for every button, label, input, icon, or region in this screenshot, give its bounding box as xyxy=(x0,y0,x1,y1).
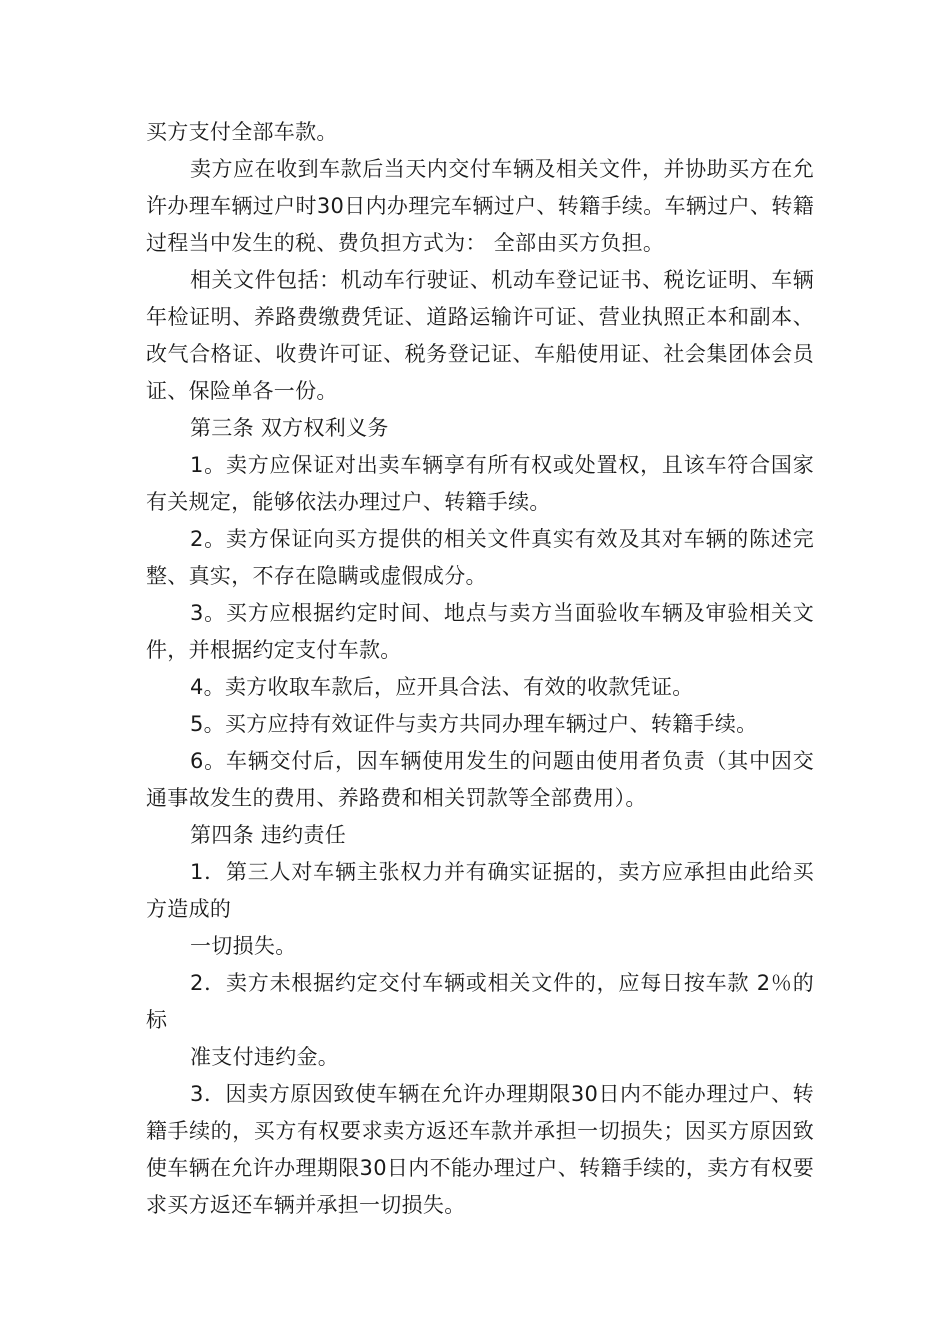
clause-4-1-continued: 一切损失。 xyxy=(190,934,297,958)
clause-3-6: 6。车辆交付后，因车辆使用发生的问题由使用者负责（其中因交通事故发生的费用、养路费和相关罚款等全部费用）。 xyxy=(146,749,814,810)
clause-3-1: 1。卖方应保证对出卖车辆享有所有权或处置权，且该车符合国家有关规定，能够依法办理过户、转籍手续。 xyxy=(146,453,814,514)
clause-3-2: 2。卖方保证向买方提供的相关文件真实有效及其对车辆的陈述完整、真实，不存在隐瞒或虚假成分。 xyxy=(146,527,814,588)
clause-4-1: 1．第三人对车辆主张权力并有确实证据的，卖方应承担由此给买方造成的 xyxy=(146,860,814,921)
paragraph-delivery-terms: 卖方应在收到车款后当天内交付车辆及相关文件，并协助买方在允许办理车辆过户时30日内办理完车辆过户、转籍手续。车辆过户、转籍过程当中发生的税、费负担方式为： 全部由买方负担。 xyxy=(146,157,814,255)
section-heading-article-4: 第四条 违约责任 xyxy=(190,823,347,847)
section-heading-article-3: 第三条 双方权利义务 xyxy=(190,416,389,440)
clause-4-2-continued: 准支付违约金。 xyxy=(190,1045,340,1069)
clause-3-5: 5。买方应持有效证件与卖方共同办理车辆过户、转籍手续。 xyxy=(190,712,758,736)
paragraph-related-documents: 相关文件包括：机动车行驶证、机动车登记证书、税讫证明、车辆年检证明、养路费缴费凭证、道路运输许可证、营业执照正本和副本、改气合格证、收费许可证、税务登记证、车船使用证、社会集团体会员证、保险单各一份。 xyxy=(146,268,814,403)
contract-body xyxy=(146,114,814,1224)
clause-3-3: 3。买方应根据约定时间、地点与卖方当面验收车辆及审验相关文件，并根据约定支付车款。 xyxy=(146,601,814,662)
clause-4-2: 2．卖方未根据约定交付车辆或相关文件的，应每日按车款 2％的标 xyxy=(146,971,814,1032)
clause-4-3: 3．因卖方原因致使车辆在允许办理期限30日内不能办理过户、转籍手续的，买方有权要求卖方返还车款并承担一切损失；因买方原因致使车辆在允许办理期限30日内不能办理过户、转籍手续的，卖方有权要求买方返还车辆并承担一切损失。 xyxy=(146,1082,814,1217)
paragraph-payment-end: 买方支付全部车款。 xyxy=(146,120,338,144)
clause-3-4: 4。卖方收取车款后，应开具合法、有效的收款凭证。 xyxy=(190,675,694,699)
